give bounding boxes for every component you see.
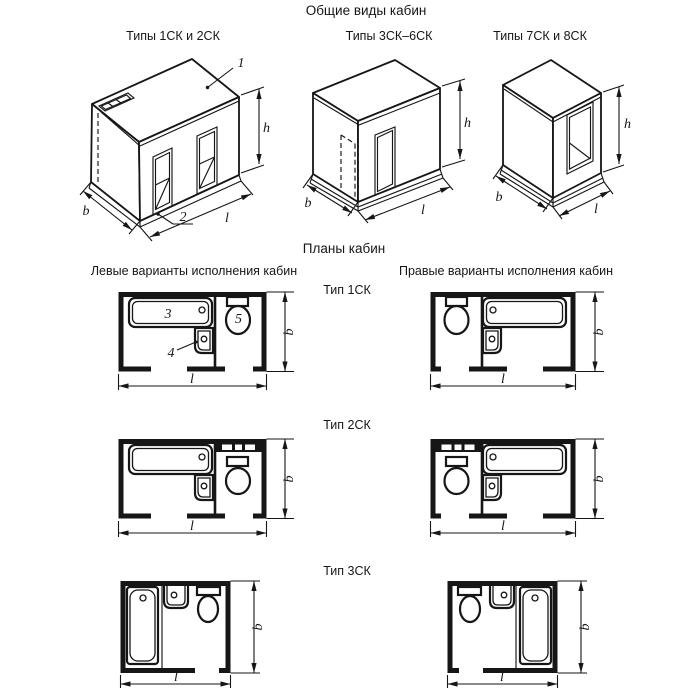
dim-width [576, 439, 608, 519]
plans-section-title: Планы кабин [302, 241, 386, 256]
bathtub [129, 445, 212, 474]
dim-l-text: l [174, 670, 178, 685]
washbasin [195, 328, 213, 353]
toilet [226, 457, 250, 494]
dim-width [558, 581, 594, 673]
type-2sk-label: Тип 2СК [323, 418, 371, 432]
bathtub [483, 298, 566, 327]
vent-block [214, 442, 262, 452]
dim-b-text: b [592, 328, 607, 336]
dim-b-text: b [592, 475, 607, 483]
dim-l-text: l [190, 519, 194, 534]
dim-b-text: b [282, 475, 297, 483]
callout-1-text: 1 [237, 56, 245, 71]
toilet [445, 297, 469, 334]
plan-type-1sk-left [104, 286, 304, 401]
callout-5-text: 5 [235, 312, 242, 327]
dim-length [119, 372, 267, 390]
bathtub [483, 445, 566, 474]
dim-l-text: l [501, 519, 505, 534]
isometric-view-types-3sk-6sk [280, 55, 480, 235]
cabin-box [310, 60, 443, 211]
callout-roof [206, 56, 245, 89]
cabin-box [500, 60, 604, 207]
main-title: Общие виды кабин [305, 3, 427, 18]
washbasin [490, 586, 514, 608]
dim-l-text: l [421, 203, 425, 218]
dim-width [231, 581, 267, 673]
dim-length [119, 519, 267, 537]
isometric-view-types-7sk-8sk [483, 55, 663, 225]
plan-type-2sk-right [424, 433, 624, 548]
plan-type-3sk-right [438, 575, 598, 695]
isometric-view-types-1sk-2sk [55, 55, 275, 245]
bathtub [520, 587, 551, 664]
view3-label: Типы 7СК и 8СК [493, 29, 587, 43]
toilet [197, 587, 220, 622]
dim-width [267, 439, 298, 519]
dim-width [576, 292, 608, 372]
washbasin [164, 586, 188, 608]
dim-b-text: b [495, 190, 503, 205]
dim-h-text: h [624, 117, 631, 132]
plan-type-1sk-right [424, 286, 624, 401]
callout-3-text: 3 [164, 307, 172, 322]
dim-b-text: b [251, 623, 266, 631]
vent-block [436, 442, 484, 452]
callout-4-text: 4 [167, 346, 175, 361]
washbasin [483, 328, 501, 353]
washbasin [483, 475, 501, 500]
callout-washbasin [168, 341, 198, 362]
dim-l-text: l [501, 372, 505, 387]
cabin-box [89, 59, 241, 227]
view2-label: Типы 3СК–6СК [345, 29, 433, 43]
dim-height [241, 87, 270, 173]
dim-height [442, 79, 471, 167]
type-3sk-label: Тип 3СК [323, 564, 371, 578]
dim-b-text: b [578, 623, 593, 631]
dim-b-text: b [82, 204, 90, 219]
dim-l-text: l [190, 372, 194, 387]
right-variants-label: Правые варианты исполнения кабин [398, 264, 614, 278]
dim-b-text: b [282, 328, 297, 336]
dim-b-text: b [304, 196, 312, 211]
type-1sk-label: Тип 1СК [323, 283, 371, 297]
view1-label: Типы 1СК и 2СК [126, 29, 220, 43]
toilet [458, 587, 481, 622]
dim-l-text: l [594, 202, 598, 217]
toilet [445, 457, 469, 494]
dim-h-text: h [464, 116, 471, 131]
bathtub [127, 587, 158, 664]
dim-width [267, 292, 298, 372]
callout-2-text: 2 [179, 210, 187, 225]
plan-type-2sk-left [104, 433, 304, 548]
left-variants-label: Левые варианты исполнения кабин [90, 264, 298, 278]
dim-l-text: l [225, 211, 229, 226]
dim-h-text: h [263, 121, 270, 136]
dim-height [603, 85, 631, 172]
washbasin [195, 475, 213, 500]
dim-l-text: l [500, 670, 504, 685]
plan-type-3sk-left [112, 575, 272, 695]
dim-length [431, 519, 576, 537]
dim-length [431, 372, 576, 390]
